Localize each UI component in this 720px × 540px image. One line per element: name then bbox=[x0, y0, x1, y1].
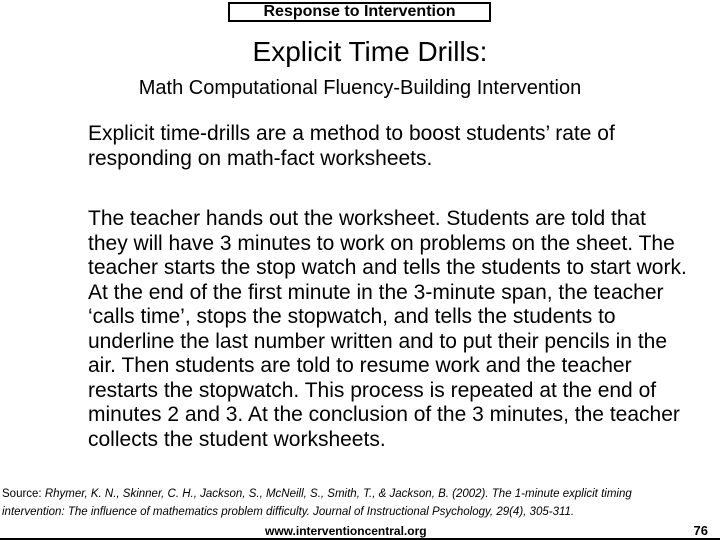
page-number: 76 bbox=[693, 523, 708, 538]
slide-title: Explicit Time Drills: bbox=[252, 36, 488, 67]
source-citation bbox=[2, 486, 692, 521]
source-label: Source: bbox=[2, 488, 45, 500]
citation-text: Rhymer, K. N., Skinner, C. H., Jackson, S., McNeill, S., Smith, T., & Jackson, B. (2002). The 1-minute explicit timing intervention: The influence of mathematics problem difficulty. Journal of Instructional Psychology, 29(4), 305-311. bbox=[2, 488, 632, 518]
slide-subtitle: Math Computational Fluency-Building Intervention bbox=[138, 77, 582, 99]
header-banner bbox=[228, 2, 491, 22]
intro-paragraph: Explicit time-drills are a method to boost students’ rate of responding on math-fact worksheets. bbox=[88, 122, 615, 170]
footer-url: www.interventioncentral.org bbox=[265, 524, 427, 538]
header-label: Response to Intervention bbox=[263, 3, 456, 20]
procedure-paragraph: The teacher hands out the worksheet. Students are told that they will have 3 minutes to work on problems on the sheet. The teacher starts the stop watch and tells the students to start work. At the end of the first minute in the 3-minute span, the teacher ‘calls time’, stops the stopwatch, and tells the students to underline the last number written and to put their pencils in the air. Then students are told to resume work and the teacher restarts the stopwatch. This process is repeated at the end of minutes 2 and 3. At the conclusion of the 3 minutes, the teacher collects the student worksheets. bbox=[88, 207, 687, 451]
